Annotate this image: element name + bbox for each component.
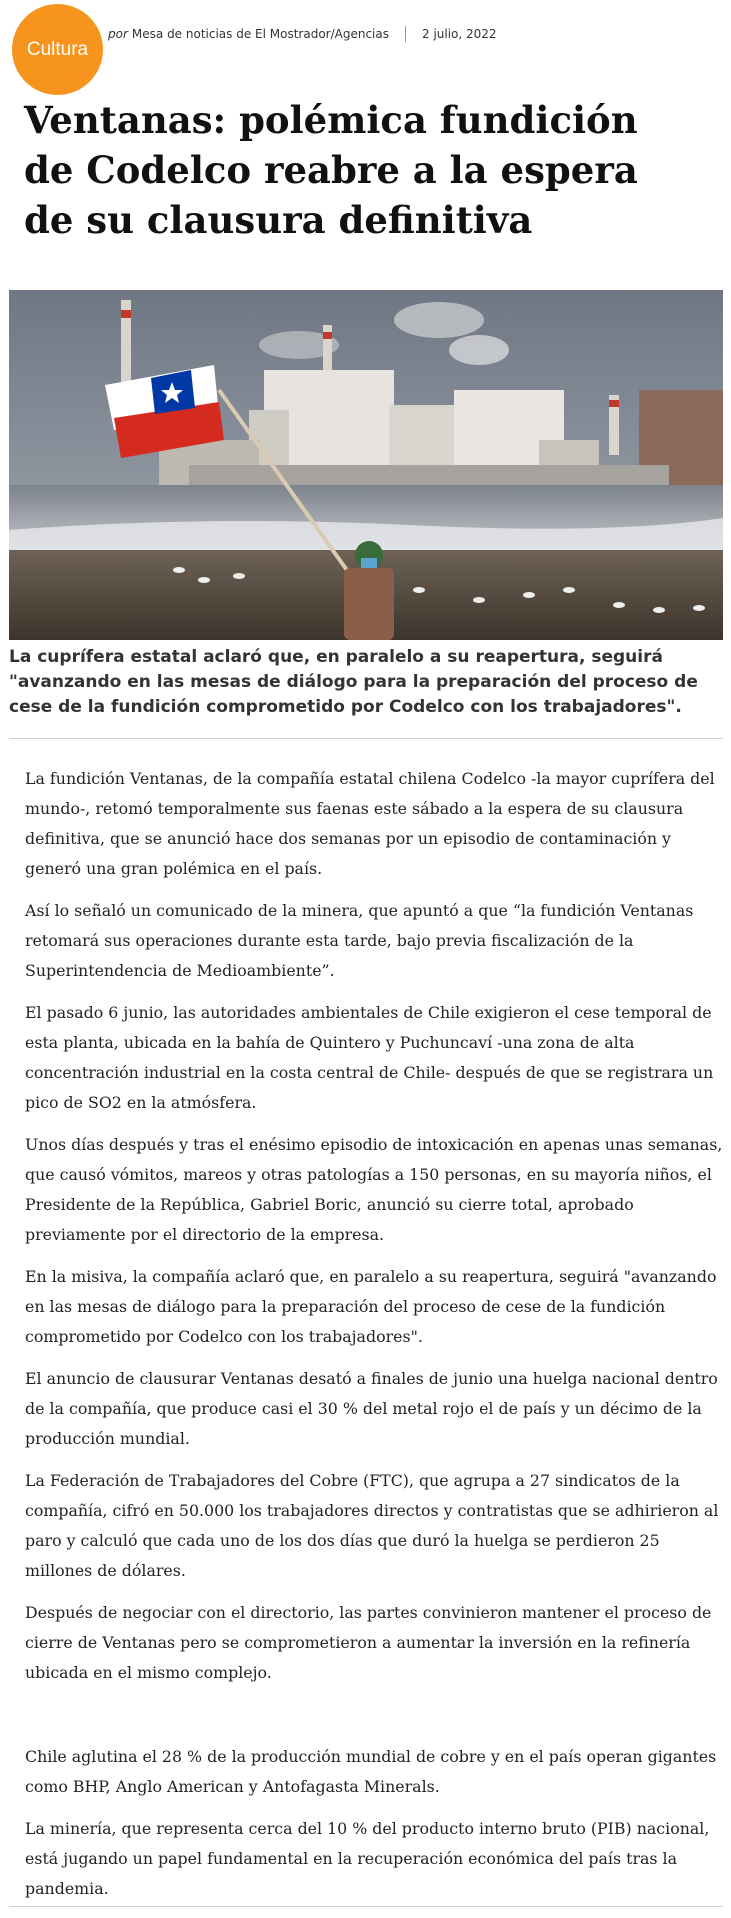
caption-divider	[9, 738, 723, 739]
byline-date: 2 julio, 2022	[422, 27, 497, 41]
footer-divider	[9, 1906, 723, 1907]
article-paragraph: Unos días después y tras el enésimo episodio de intoxicación en apenas unas semanas, que causó vómitos, mareos y otras patologías a 150 personas, en su mayoría niños, el Presidente de la República, Gabriel Boric, anunció su cierre total, aprobado previamente por el directorio de la empresa.	[25, 1135, 723, 1244]
category-badge[interactable]	[12, 4, 103, 95]
article-paragraph: La Federación de Trabajadores del Cobre (FTC), que agrupa a 27 sindicatos de la compañía, cifró en 50.000 los trabajadores directos y contratistas que se adhirieron al paro y calculó que cada uno de los dos días que duró la huelga se perdieron 25 millones de dólares.	[25, 1471, 719, 1580]
article-paragraph: El pasado 6 junio, las autoridades ambientales de Chile exigieron el cese temporal de esta planta, ubicada en la bahía de Quintero y Puchuncaví -una zona de alta concentración industrial en la costa central de Chile- después de que se registrara un pico de SO2 en la atmósfera.	[25, 1003, 714, 1112]
article-paragraph: La fundición Ventanas, de la compañía estatal chilena Codelco -la mayor cuprífera del mundo-, retomó temporalmente sus faenas este sábado a la espera de su clausura definitiva, que se anunció hace dos semanas por un episodio de contaminación y generó una gran polémica en el país.	[25, 769, 715, 878]
article-headline: Ventanas: polémica fundición de Codelco reabre a la espera de su clausura definitiva	[24, 98, 638, 242]
article-paragraph: Así lo señaló un comunicado de la minera, que apuntó a que “la fundición Ventanas retomará sus operaciones durante esta tarde, bajo previa fiscalización de la Superintendencia de Medioambiente”.	[25, 901, 694, 980]
hero-image	[9, 290, 723, 640]
body-spacer	[25, 1700, 725, 1742]
article-paragraph: La minería, que representa cerca del 10 % del producto interno bruto (PIB) nacional, está jugando un papel fundamental en la recuperación económica del país tras la pandemia.	[25, 1819, 710, 1898]
byline-author[interactable]: Mesa de noticias de El Mostrador/Agencias	[131, 27, 389, 41]
image-caption: La cuprífera estatal aclaró que, en paralelo a su reapertura, seguirá "avanzando en las mesas de diálogo para la preparación del proceso de cese de la fundición comprometido por Codelco con los trabajadores".	[9, 647, 698, 717]
article-body	[25, 764, 725, 1916]
article-paragraph: Chile aglutina el 28 % de la producción mundial de cobre y en el país operan gigantes como BHP, Anglo American y Antofagasta Minerals.	[25, 1747, 717, 1796]
article-paragraph: En la misiva, la compañía aclaró que, en paralelo a su reapertura, seguirá "avanzando en las mesas de diálogo para la preparación del proceso de cese de la fundición comprometido por Codelco con los trabajadores".	[25, 1267, 717, 1346]
byline-divider	[405, 26, 406, 42]
byline	[108, 26, 497, 42]
article-paragraph: El anuncio de clausurar Ventanas desató a finales de junio una huelga nacional dentro de la compañía, que produce casi el 30 % del metal rojo el de país y un décimo de la producción mundial.	[25, 1369, 718, 1448]
category-label: Cultura	[26, 38, 89, 60]
article-paragraph: Después de negociar con el directorio, las partes convinieron mantener el proceso de cierre de Ventanas pero se comprometieron a aumentar la inversión en la refinería ubicada en el mismo complejo.	[25, 1603, 712, 1682]
byline-prefix: por	[108, 27, 128, 41]
